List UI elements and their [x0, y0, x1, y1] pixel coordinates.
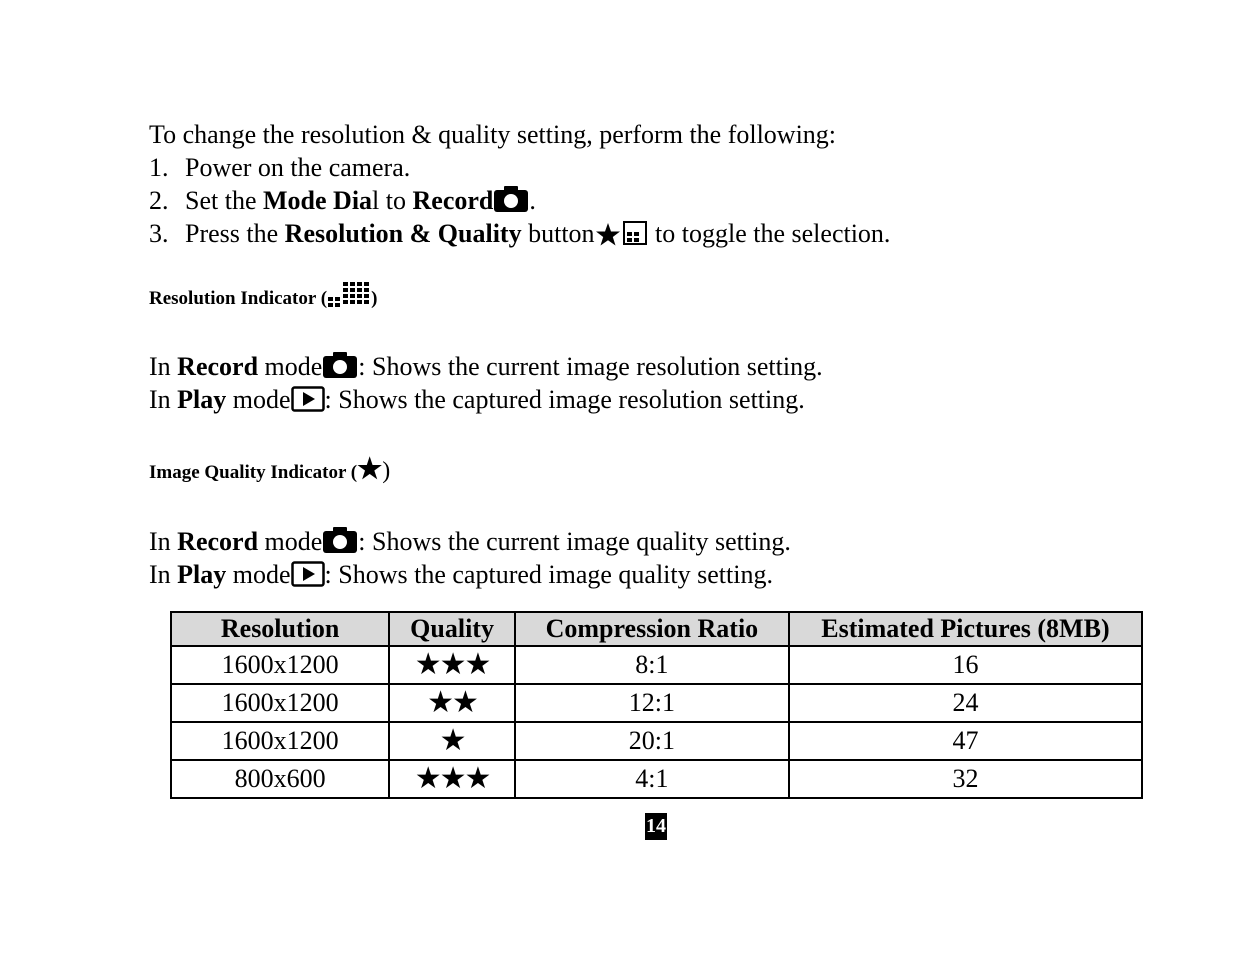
play-icon [291, 386, 325, 420]
cell-quality: ★★★ [389, 646, 515, 684]
cell-pictures: 16 [789, 646, 1142, 684]
resolution-quality-label: Resolution & Quality [284, 219, 522, 248]
table-header-row [171, 612, 1142, 646]
table-row [171, 684, 1142, 722]
quality-record-line: In Record mode : Shows the current image quality setting. [149, 525, 1149, 558]
resolution-play-line: In Play mode : Shows the captured image resolution setting. [149, 383, 1149, 416]
cell-resolution: 1600x1200 [171, 646, 389, 684]
cell-resolution: 1600x1200 [171, 684, 389, 722]
intro-text: To change the resolution & quality setting, perform the following: [149, 120, 837, 149]
step-text: to toggle the selection. [648, 219, 891, 248]
quality-play-line: In Play mode : Shows the captured image quality setting. [149, 558, 1149, 591]
table-row [171, 722, 1142, 760]
step-number: 3. [149, 219, 169, 248]
cell-ratio: 20:1 [515, 722, 789, 760]
step-number: 1. [149, 153, 169, 182]
resolution-small-icon [327, 289, 341, 317]
page-number: 14 [645, 813, 667, 840]
resolution-record-line: In Record mode : Shows the current image resolution setting. [149, 350, 1149, 383]
play-icon [291, 561, 325, 595]
cell-ratio: 12:1 [515, 684, 789, 722]
step-text: l to [372, 186, 413, 215]
resolution-indicator-heading: Resolution Indicator ( ) [149, 280, 1149, 317]
camera-icon [322, 526, 358, 562]
step-text: button [521, 219, 595, 248]
cell-resolution: 800x600 [171, 760, 389, 798]
quality-indicator-heading: Image Quality Indicator (★) [149, 454, 391, 485]
step-1 [149, 151, 1149, 184]
header-resolution: Resolution [171, 612, 389, 646]
camera-icon [493, 185, 529, 221]
camera-icon [322, 351, 358, 387]
cell-quality: ★ [389, 722, 515, 760]
cell-pictures: 32 [789, 760, 1142, 798]
step-text: Press the [185, 219, 285, 248]
step-text: Set the [185, 186, 263, 215]
manual-page [149, 118, 1149, 591]
cell-resolution: 1600x1200 [171, 722, 389, 760]
resolution-small-icon [621, 220, 649, 254]
cell-pictures: 24 [789, 684, 1142, 722]
step-2 [149, 184, 1149, 217]
step-text: Power on the camera. [185, 153, 411, 182]
cell-quality: ★★ [389, 684, 515, 722]
header-compression-ratio: Compression Ratio [515, 612, 789, 646]
mode-dial-label: Mode Dia [263, 186, 373, 215]
star-icon: ★ [357, 454, 383, 485]
cell-ratio: 4:1 [515, 760, 789, 798]
table-row [171, 760, 1142, 798]
record-label: Record [412, 186, 494, 215]
cell-ratio: 8:1 [515, 646, 789, 684]
resolution-quality-table [170, 611, 1143, 799]
cell-quality: ★★★ [389, 760, 515, 798]
cell-pictures: 47 [789, 722, 1142, 760]
step-text: . [529, 186, 536, 215]
resolution-large-icon [341, 280, 371, 317]
step-3 [149, 217, 1149, 250]
table-row [171, 646, 1142, 684]
header-quality: Quality [389, 612, 515, 646]
star-icon [595, 221, 621, 254]
header-estimated-pictures: Estimated Pictures (8MB) [789, 612, 1142, 646]
step-number: 2. [149, 186, 169, 215]
